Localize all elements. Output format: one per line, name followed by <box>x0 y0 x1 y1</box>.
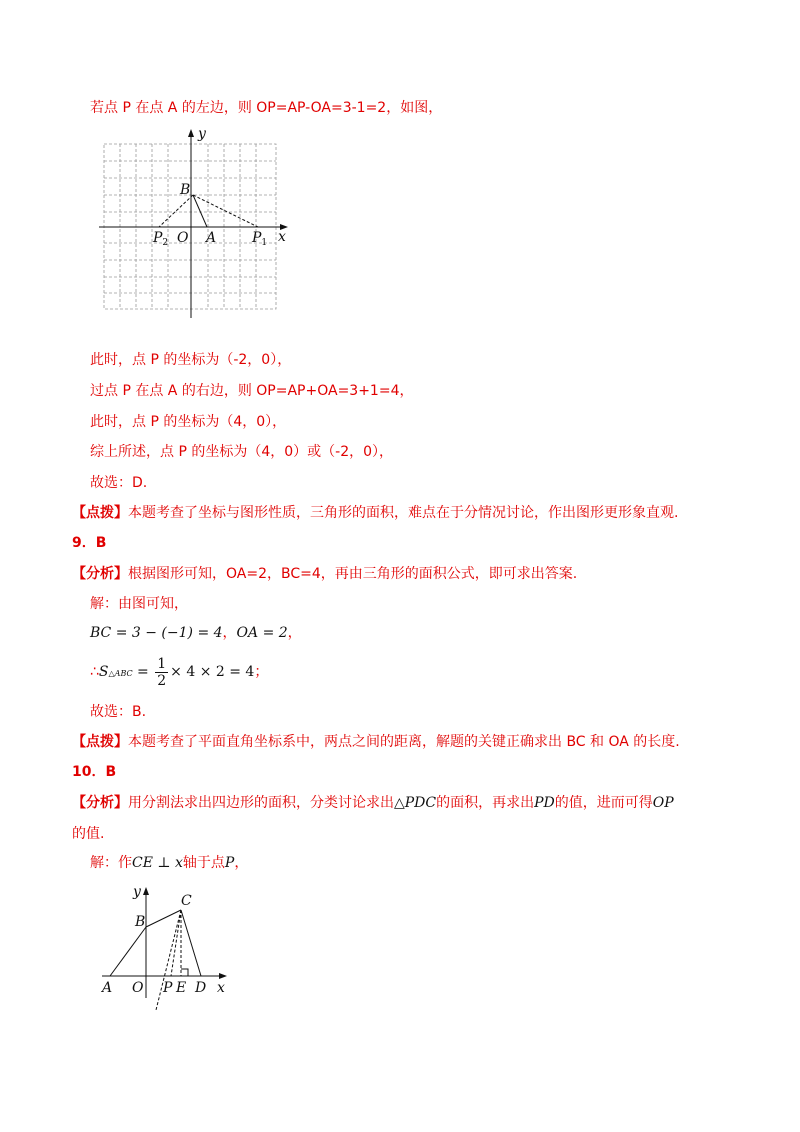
label-y-axis: y <box>198 126 206 142</box>
tag-fenxi-2: 【分析】 <box>72 795 128 811</box>
text-line-4: 此时，点 P 的坐标为（4，0）， <box>90 414 287 430</box>
question-number-9: 9．B <box>72 535 107 551</box>
triangle-lines <box>159 195 258 227</box>
tag-dianbo-2: 【点拨】 <box>72 734 128 750</box>
label-origin-2: O <box>132 980 144 996</box>
label-point-b-2: B <box>135 914 146 930</box>
text-line-18: 解：作CE ⊥ x轴于点P， <box>90 855 249 871</box>
label-point-b: B <box>180 182 191 198</box>
label-point-c: C <box>181 893 192 909</box>
text-line-7: 【点拨】本题考查了坐标与图形性质，三角形的面积，难点在于分情况讨论，作出图形更形象直观. <box>72 505 679 521</box>
text-line-16: 【分析】用分割法求出四边形的面积，分类讨论求出△PDC的面积，再求出PD的值，进而可得OP <box>72 795 674 811</box>
text-line-6: 故选：D. <box>90 475 148 491</box>
label-x-axis: x <box>278 229 286 245</box>
text-line-9: 【分析】根据图形可知，OA=2，BC=4，再由三角形的面积公式，即可求出答案. <box>72 566 578 582</box>
label-x-axis-2: x <box>217 980 225 996</box>
label-point-a: A <box>206 230 217 246</box>
text-line-2: 此时，点 P 的坐标为（-2，0）， <box>90 352 292 368</box>
tag-dianbo: 【点拨】 <box>72 505 128 521</box>
text-line-14: 【点拨】本题考查了平面直角坐标系中，两点之间的距离，解题的关键正确求出 BC 和 OA 的长度. <box>72 734 680 750</box>
fraction-half: $\frac{1}{2}$ <box>157 655 167 689</box>
label-point-p: P <box>163 980 173 996</box>
text-line-5: 综上所述，点 P 的坐标为（4，0）或（-2，0）， <box>90 444 394 460</box>
quad-lines <box>110 910 201 1010</box>
label-point-p1: $P_1$ <box>252 230 268 248</box>
text-line-3: 过点 P 在点 A 的右边，则 OP=AP+OA=3+1=4， <box>90 383 414 399</box>
label-origin: O <box>177 230 189 246</box>
tag-fenxi: 【分析】 <box>72 566 128 582</box>
label-point-p2: $P_2$ <box>153 230 169 248</box>
text-line-1 <box>90 98 442 118</box>
text-line-17: 的值. <box>72 826 105 842</box>
figure-quadrilateral <box>96 880 246 1015</box>
label-point-d: D <box>195 980 207 996</box>
math-line-12: ∴S△ABC = $\frac{1}{2}$ × 4 × 2 = 4； <box>90 655 269 689</box>
text-line-10: 解：由图可知， <box>90 596 188 612</box>
axes <box>99 129 288 318</box>
text-case-left: 若点 P 在点 A 的左边，则 OP=AP-OA=3-1=2，如图， <box>90 100 443 116</box>
math-line-11: BC = 3 − (−1) = 4，OA = 2， <box>90 625 302 641</box>
figure-coordinate-grid <box>96 126 296 322</box>
label-y-axis-2: y <box>133 884 141 900</box>
question-number-10: 10．B <box>72 764 117 780</box>
label-point-a-2: A <box>102 980 113 996</box>
label-point-e: E <box>176 980 187 996</box>
text-line-13: 故选：B. <box>90 704 147 720</box>
